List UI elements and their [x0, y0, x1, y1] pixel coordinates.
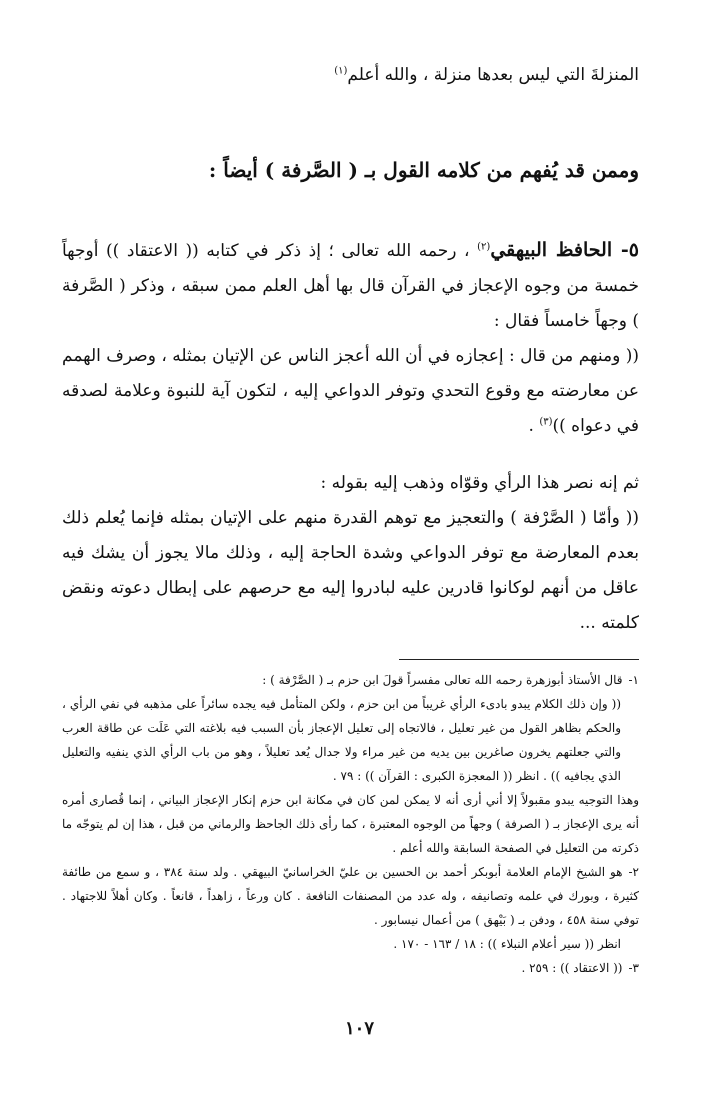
footnote-1-comment: وهذا التوجيه يبدو مقبولاً إلا أني أرى أنه لا يمكن لمن كان في مكانة ابن حزم إنكار الإعجاز البياني ، إنما قُصارى أمره أنه يرى الإعجاز بـ ( الصرفة ) وجهاً من الوجوه المعتبرة ، كما رأى ذلك الجاحظ والرماني من قبل ، هذا إن لم يتوجّه ما ذكرته من التعليل في الصفحة السابقة والله أعلم .	[62, 793, 639, 855]
spacer	[62, 444, 639, 466]
footnote-ref-3[interactable]: (٣)	[539, 416, 553, 428]
quote-1-text: (( ومنهم من قال : إعجازه في أن الله أعجز الناس عن الإتيان بمثله ، وصرف الهمم عن معارضته مع وقوع التحدي وتوفر الدواعي إليه ، لتكون آية للنبوة وعلامة لصدقه في دعواه ))	[62, 346, 639, 436]
footnote-divider	[399, 659, 639, 660]
page-number: ١٠٧	[344, 1018, 374, 1039]
quote-2: (( وأمّا ( الصَّرْفة ) والتعجيز مع توهم القدرة منهم على الإتيان بمثله فإنما يُعلم ذلك بعدم المعارضة مع توفر الدواعي وشدة الحاجة إليه ، وذلك مالا يجوز أن يشك فيه عاقل من أنهم لوكانوا قادرين عليه لبادروا إليه مع حرصهم على إبطال دعوته ونقض كلمته ...	[62, 508, 639, 633]
footnote-ref-2[interactable]: (٢)	[477, 241, 491, 253]
intro-line	[62, 58, 639, 93]
footnote-3-text: (( الاعتقاد )) : ٢٥٩ .	[521, 961, 623, 975]
footnote-1-number: ١-	[628, 673, 639, 687]
footnote-1-quote: (( وإن ذلك الكلام يبدو بادىء الرأي غريباً من ابن حزم ، ولكن المتأمل فيه يجده سائراً على مذهبه في نفي الرأي ، والحكم بظاهر القول من غير تعليل ، فالاتجاه إلى تعليل الإعجاز بأن السبب فيه بلاغته التي عَلَت عن طاقة العرب والتي جعلتهم يخرون صاغرين بين يديه من غير مراء ولا جدال يُعد تعليلاً ، وهو من باب الرأي الذي ينفيه والتعليل الذي يجافيه )) . انظر (( المعجزة الكبرى : القرآن )) : ٧٩ .	[62, 697, 621, 783]
footnote-2	[62, 860, 639, 932]
quote-1-end: .	[528, 416, 540, 436]
footnote-3-number: ٣-	[628, 961, 639, 975]
section-heading: وممن قد يُفهم من كلامه القول بـ ( الصَّرفة ) أيضاً :	[208, 158, 639, 182]
footnote-1	[62, 668, 639, 692]
paragraph-2: ثم إنه نصر هذا الرأي وقوّاه وذهب إليه بقوله :	[320, 473, 639, 493]
footnote-3	[62, 956, 639, 980]
intro-text: المنزلةَ التي ليس بعدها منزلة ، والله أعلم	[347, 65, 639, 85]
footnote-2-reference: انظر (( سير أعلام النبلاء )) : ١٨ / ١٦٣ - ١٧٠ .	[393, 937, 621, 951]
quote-1	[62, 339, 639, 444]
footnote-2-number: ٢-	[628, 865, 639, 879]
footnote-ref-1[interactable]: (١)	[334, 65, 348, 77]
footnote-1-intro: قال الأستاذ أبوزهرة رحمه الله تعالى مفسراً قولَ ابن حزم بـ ( الصَّرْفة ) :	[262, 673, 623, 687]
scholar-title: ٥- الحافظ البيهقي	[490, 239, 639, 261]
footnote-2-text: هو الشيخ الإمام العلامة أبوبكر أحمد بن الحسين بن عليّ الخراسانيّ البيهقي . ولد سنة ٣٨٤ ، و سمع من طائفة كثيرة ، وبورك في علمه وتصانيفه ، وله عدد من المصنفات النافعة . كان ورعاً ، زاهداً ، قانعاً . وكان أهلاً للاجتهاد . توفي سنة ٤٥٨ ، ودفن بـ ( بَيْهق ) من أعمال نيسابور .	[62, 865, 639, 927]
section-paragraph-1	[62, 233, 639, 339]
paragraph-1-text: ، رحمه الله تعالى ؛ إذ ذكر في كتابه (( الاعتقاد )) أوجهاً خمسة من وجوه الإعجاز في القرآن قال بها أهل العلم ممن سبقه ، وذكر ( الصَّرفة ) وجهاً خامساً فقال :	[62, 241, 639, 331]
